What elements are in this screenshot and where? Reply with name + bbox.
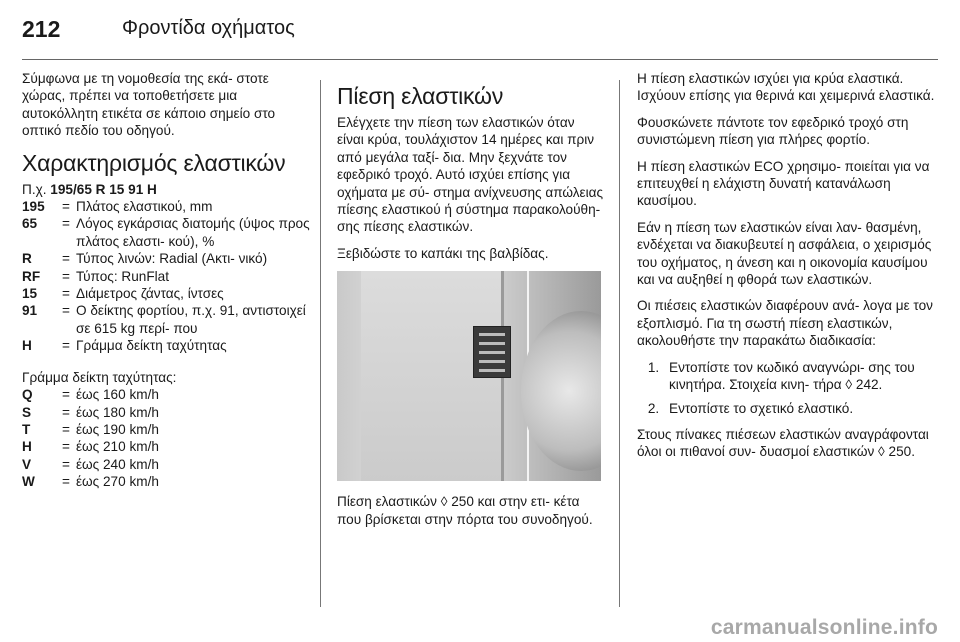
def-value: Γράμμα δείκτη ταχύτητας [76,338,227,354]
speed-value: έως 180 km/h [76,404,159,420]
def-key: R [22,251,32,267]
column-right [637,70,937,470]
speed-value: έως 270 km/h [76,474,159,490]
column-middle [337,82,605,537]
procedure-step: 1. Εντοπίστε τον κωδικό αναγνώρι- σης του κινητήρα. Στοιχεία κινη- τήρα ◊ 242. [663,359,937,394]
column-divider-2 [619,80,620,607]
example-line [22,181,310,198]
cold-tires-paragraph: Η πίεση ελαστικών ισχύει για κρύα ελαστικά. Ισχύουν επίσης για θερινά και χειμερινά ελαστικά. [637,71,935,104]
def-key: H [22,338,32,354]
watermark: carmanualsonline.info [710,616,938,639]
speed-index-list [22,386,310,490]
intro-paragraph: Σύμφωνα με τη νομοθεσία της εκά- στοτε χώρας, πρέπει να τοποθετήσετε μια αυτοκόλλητη ετικέτα σε κάποιο σημείο στο οπτικό πεδίο του οδηγού. [22,71,276,139]
def-value: Λόγος εγκάρσιας διατομής (ύψος προς πλάτος ελαστι- κού), % [76,216,310,249]
speed-intro: Γράμμα δείκτη ταχύτητας: [22,369,177,385]
def-sep: = [62,199,70,215]
spare-wheel-paragraph: Φουσκώνετε πάντοτε τον εφεδρικό τροχό στη συνιστώμενη πίεση για πλήρες φορτίο. [637,114,909,148]
example-code: 195/65 R 15 91 H [50,181,157,197]
def-value: Διάμετρος ζάντας, ίντσες [76,286,224,302]
designation-definitions [22,198,310,355]
speed-value: έως 210 km/h [76,439,159,455]
procedure-intro-paragraph: Οι πιέσεις ελαστικών διαφέρουν ανά- λογα με τον εξοπλισμό. Για τη σωστή πίεση ελαστικών, ακολουθήστε την παρακάτω διαδικασία: [637,298,933,349]
tire-pressure-heading: Πίεση ελαστικών [337,83,504,109]
def-sep: = [62,251,70,267]
def-sep: = [62,268,70,284]
page-header [22,14,938,42]
def-sep: = [62,216,70,232]
column-left [22,70,310,505]
def-sep: = [62,286,70,302]
column-divider-1 [320,80,321,607]
tire-designation-heading: Χαρακτηρισμός ελαστικών [22,149,286,176]
speed-sep: = [62,456,70,472]
def-sep: = [62,303,70,319]
speed-value: έως 190 km/h [76,421,159,437]
def-key: 195 [22,199,45,215]
speed-key: S [22,404,32,420]
def-sep: = [62,338,70,354]
procedure-step: 2. Εντοπίστε το σχετικό ελαστικό. [663,400,937,417]
pressure-check-paragraph: Ελέγχετε την πίεση των ελαστικών όταν είναι κρύα, τουλάχιστον 14 ημέρες και πριν από μεγάλα ταξί- δια. Μην ξεχνάτε τον εφεδρικό τροχό. Αυτό ισχύει επίσης για οχήματα με σύ- στημα ανίχνευσης απώλειας πίεσης ελαστικού ή σύστημα παρακολούθη- σης πίεσης ελαστικών. [337,115,604,235]
def-value: Τύπος: RunFlat [76,268,170,284]
speed-key: T [22,421,31,437]
door-label-photo [337,271,601,481]
speed-key: H [22,439,32,455]
speed-key: Q [22,387,33,403]
def-key: 65 [22,216,38,232]
eco-pressure-paragraph: Η πίεση ελαστικών ECO χρησιμο- ποιείται για να επιτευχθεί η ελάχιστη δυνατή κατανάλωση καυσίμου. [637,158,930,209]
header-divider [22,59,938,60]
speed-value: έως 240 km/h [76,456,159,472]
page-title: Φροντίδα οχήματος [122,17,295,39]
speed-sep: = [62,474,70,490]
speed-sep: = [62,421,70,437]
speed-key: V [22,456,32,472]
wheel-arch [521,311,601,471]
speed-key: W [22,474,35,490]
tire-pressure-sticker [473,326,511,378]
tables-paragraph: Στους πίνακες πιέσεων ελαστικών αναγράφονται όλοι οι πιθανοί συν- δυασμοί ελαστικών ◊ 250. [637,426,929,460]
wrong-pressure-paragraph: Εάν η πίεση των ελαστικών είναι λαν- θασμένη, ενδέχεται να διακυβευτεί η ασφάλεια, ο χειρισμός του οχήματος, η άνεση και η οικονομία καυσίμου και να αυξηθεί η φθορά των ελαστικών. [637,219,932,288]
def-key: 91 [22,303,38,319]
speed-sep: = [62,387,70,403]
def-value: Πλάτος ελαστικού, mm [76,199,213,215]
page-number: 212 [22,16,61,42]
speed-sep: = [62,439,70,455]
example-prefix: Π.χ. [22,181,51,197]
procedure-steps [637,359,937,417]
photo-caption: Πίεση ελαστικών ◊ 250 και στην ετι- κέτα που βρίσκεται στην πόρτα του συνοδηγού. [337,494,593,527]
def-key: 15 [22,286,38,302]
speed-value: έως 160 km/h [76,387,159,403]
def-value: Τύπος λινών: Radial (Ακτι- νικό) [76,251,268,267]
valve-cap-paragraph: Ξεβιδώστε το καπάκι της βαλβίδας. [337,245,549,261]
speed-sep: = [62,404,70,420]
def-key: RF [22,268,41,284]
def-value: Ο δείκτης φορτίου, π.χ. 91, αντιστοιχεί σε 615 kg περί- που [76,303,306,336]
